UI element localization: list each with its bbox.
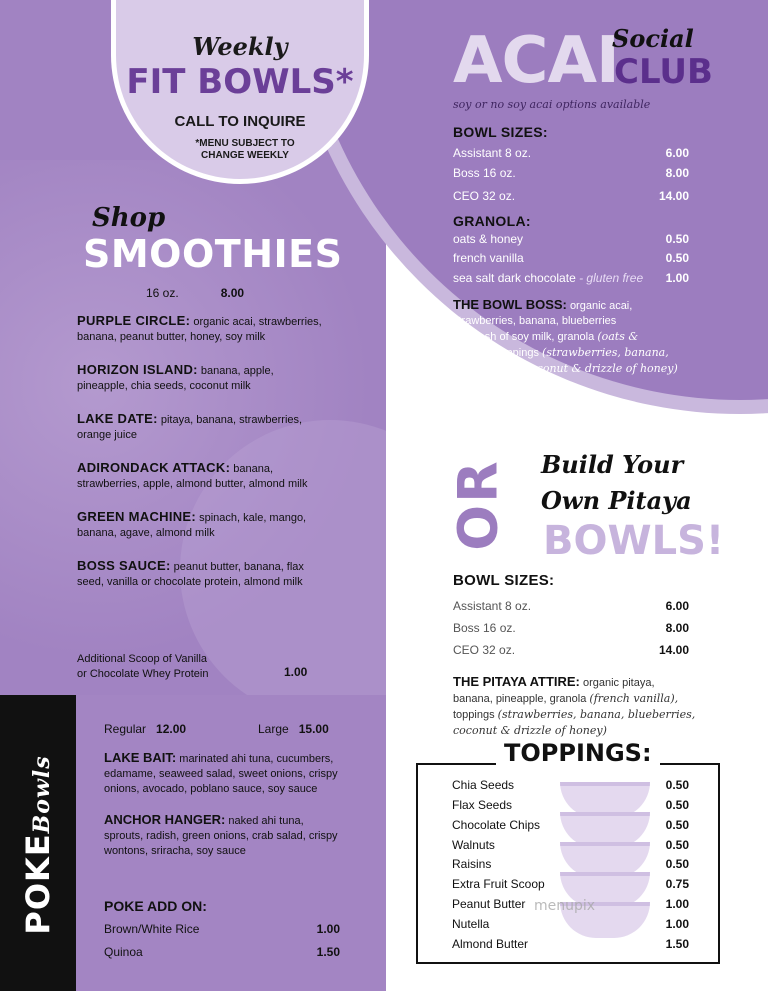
topping-name: Almond Butter — [452, 937, 529, 951]
granola-name: sea salt dark chocolate — [453, 271, 576, 285]
topping-name: Flax Seeds — [452, 798, 513, 812]
smoothie-name: BOSS SAUCE: — [77, 558, 171, 573]
extra-price: 1.00 — [284, 665, 308, 679]
granola-price: 1.00 — [665, 271, 689, 285]
poke-sizes — [104, 722, 354, 736]
topping-name: Raisins — [452, 857, 492, 871]
granola-row — [453, 232, 689, 246]
poke-item — [104, 812, 344, 859]
topping-price: 1.50 — [665, 937, 689, 951]
poke-desc: marinated ahi tuna, cucumbers, edamame, seaweed salad, sweet onions, crispy onions, avocado, poblano sauce, soy sauce — [104, 753, 338, 795]
topping-price: 1.00 — [665, 917, 689, 931]
poke-large-price: 15.00 — [298, 722, 329, 736]
smoothie-size: 16 oz. — [146, 286, 179, 300]
extra-protein — [77, 652, 337, 682]
size-price: 14.00 — [658, 189, 689, 203]
poke-list — [104, 750, 344, 874]
acai-size-row — [453, 146, 689, 160]
size-price: 8.00 — [665, 166, 689, 180]
boss-desc-4i: honey), — [453, 346, 495, 359]
boss-desc-4j: (strawberries, banana, — [542, 346, 669, 359]
pitaya-size-row — [453, 643, 689, 657]
social-script: Social — [612, 24, 694, 53]
granola-price: 0.50 — [665, 232, 689, 246]
poke-addon-row — [104, 945, 340, 959]
acai-size-row — [453, 166, 689, 180]
bowl-boss-desc — [453, 297, 703, 377]
poke-desc: naked ahi tuna, sprouts, radish, green onions, crab salad, crispy wontons, sriracha, soy sauce — [104, 815, 338, 857]
subject-line-1: *MENU SUBJECT TO — [195, 138, 295, 149]
topping-price: 0.50 — [665, 838, 689, 852]
smoothies-title: SMOOTHIES — [83, 232, 343, 276]
topping-price: 0.50 — [665, 818, 689, 832]
subject-line-2: CHANGE WEEKLY — [201, 150, 289, 161]
pitaya-size-row — [453, 599, 689, 613]
topping-row — [452, 877, 689, 891]
addon-name: Brown/White Rice — [104, 922, 200, 936]
granola-price: 0.50 — [665, 251, 689, 265]
boss-desc-3i: (oats & — [597, 330, 639, 343]
topping-row — [452, 917, 689, 931]
topping-row — [452, 937, 689, 951]
menu-subject-note — [176, 138, 314, 162]
size-name: CEO 32 oz. — [453, 643, 516, 657]
smoothie-name: ADIRONDACK ATTACK: — [77, 460, 231, 475]
smoothie-desc: peanut butter, banana, flax seed, vanilla or chocolate protein, almond milk — [77, 561, 304, 588]
size-name: Assistant 8 oz. — [453, 599, 532, 613]
build-your-script: Build Your — [541, 450, 684, 479]
smoothie-desc: organic acai, strawberries, banana, peanut butter, honey, soy milk — [77, 316, 322, 343]
topping-name: Chocolate Chips — [452, 818, 541, 832]
poke-item — [104, 750, 344, 797]
poke-addon-title: POKE ADD ON: — [104, 898, 207, 914]
weekly-script: Weekly — [192, 32, 288, 61]
poke-regular-label: Regular — [104, 722, 147, 736]
pitaya-attire-name: THE PITAYA ATTIRE: — [453, 674, 580, 689]
topping-row — [452, 857, 689, 871]
topping-row — [452, 798, 689, 812]
fit-bowls-title: FIT BOWLS* — [126, 62, 354, 102]
topping-name: Walnuts — [452, 838, 495, 852]
boss-desc-1: organic acai, — [569, 300, 633, 312]
attire-desc-1: organic pitaya, — [582, 677, 655, 689]
topping-price: 1.00 — [665, 897, 689, 911]
size-price: 6.00 — [665, 146, 689, 160]
shop-script: Shop — [92, 203, 166, 233]
size-name: Boss 16 oz. — [453, 166, 516, 180]
smoothie-name: GREEN MACHINE: — [77, 509, 197, 524]
topping-name: Peanut Butter — [452, 897, 526, 911]
size-name: Assistant 8 oz. — [453, 146, 532, 160]
attire-desc-3: toppings — [453, 709, 495, 721]
bowl-boss-name: THE BOWL BOSS: — [453, 297, 567, 312]
granola-name: oats & honey — [453, 232, 524, 246]
topping-name: Extra Fruit Scoop — [452, 877, 545, 891]
pitaya-size-row — [453, 621, 689, 635]
poke-regular-price: 12.00 — [156, 722, 187, 736]
smoothie-item — [77, 411, 327, 443]
or-text: OR — [446, 459, 510, 551]
granola-row — [453, 251, 689, 265]
topping-price: 0.75 — [665, 877, 689, 891]
granola-row — [453, 271, 689, 285]
topping-name: Nutella — [452, 917, 490, 931]
smoothie-name: PURPLE CIRCLE: — [77, 313, 191, 328]
smoothie-price: 8.00 — [220, 286, 245, 300]
size-name: CEO 32 oz. — [453, 189, 516, 203]
toppings-title: TOPPINGS: — [496, 739, 660, 767]
addon-price: 1.50 — [316, 945, 340, 959]
topping-price: 0.50 — [665, 857, 689, 871]
topping-row — [452, 838, 689, 852]
addon-name: Quinoa — [104, 945, 143, 959]
pitaya-sizes-title: BOWL SIZES: — [453, 572, 555, 589]
smoothie-item — [77, 558, 327, 590]
addon-price: 1.00 — [316, 922, 340, 936]
smoothie-item — [77, 509, 327, 541]
attire-desc-3i: (strawberries, banana, blueberries, — [497, 708, 696, 721]
smoothie-desc: banana, strawberries, apple, almond butter, almond milk — [77, 463, 308, 490]
topping-price: 0.50 — [665, 778, 689, 792]
topping-row — [452, 778, 689, 792]
smoothie-name: HORIZON ISLAND: — [77, 362, 198, 377]
poke-band — [0, 695, 76, 991]
topping-price: 0.50 — [665, 798, 689, 812]
smoothie-desc: spinach, kale, mango, banana, agave, almond milk — [77, 512, 307, 539]
smoothie-name: LAKE DATE: — [77, 411, 158, 426]
smoothie-desc: pitaya, banana, strawberries, orange juice — [77, 414, 303, 441]
call-to-inquire: CALL TO INQUIRE — [174, 113, 306, 130]
granola-name: french vanilla — [453, 251, 524, 265]
smoothie-list — [77, 313, 327, 607]
poke-addon-row — [104, 922, 340, 936]
acai-logo: ACAI — [453, 24, 619, 98]
attire-desc-4i: coconut & drizzle of honey) — [453, 724, 607, 737]
attire-desc-2: banana, pineapple, granola — [453, 693, 587, 705]
poke-name: LAKE BAIT: — [104, 750, 177, 765]
poke-name: ANCHOR HANGER: — [104, 812, 226, 827]
size-price: 8.00 — [665, 621, 689, 635]
watermark: menupix — [534, 898, 596, 914]
poke-script-word: Bowls — [29, 755, 55, 834]
size-name: Boss 16 oz. — [453, 621, 516, 635]
pitaya-attire-desc — [453, 674, 703, 739]
own-pitaya-script: Own Pitaya — [541, 486, 692, 515]
smoothie-item — [77, 362, 327, 394]
poke-bowls-title — [19, 755, 57, 934]
boss-desc-3: & a dash of soy milk, granola — [453, 331, 595, 343]
poke-title-word: POKE — [19, 833, 57, 935]
smoothie-item — [77, 460, 327, 492]
acai-size-row — [453, 189, 689, 203]
topping-name: Chia Seeds — [452, 778, 515, 792]
boss-desc-5i: blueberries, coconut & drizzle of honey) — [453, 362, 678, 375]
extra-line-1: Additional Scoop of Vanilla — [77, 653, 208, 665]
boss-desc-2: strawberries, banana, blueberries — [453, 315, 617, 327]
extra-line-2: or Chocolate Whey Protein — [77, 668, 209, 680]
smoothie-item — [77, 313, 327, 345]
granola-title: GRANOLA: — [453, 213, 531, 229]
acai-sizes-title: BOWL SIZES: — [453, 124, 548, 140]
topping-row — [452, 818, 689, 832]
club-word: CLUB — [614, 52, 713, 92]
smoothie-desc: banana, apple, pineapple, chia seeds, coconut milk — [77, 365, 274, 392]
attire-desc-2i: (french vanilla), — [589, 692, 679, 705]
poke-large-label: Large — [258, 722, 289, 736]
gluten-free-note: - gluten free — [579, 271, 644, 285]
size-price: 14.00 — [658, 643, 689, 657]
size-price: 6.00 — [665, 599, 689, 613]
boss-desc-4: toppings — [497, 347, 539, 359]
soy-note: soy or no soy acai options available — [453, 98, 651, 111]
smoothie-size-row — [146, 286, 244, 300]
poke-large — [258, 722, 329, 736]
or-word — [446, 450, 510, 560]
pitaya-bowls-title: BOWLS! — [543, 518, 725, 564]
